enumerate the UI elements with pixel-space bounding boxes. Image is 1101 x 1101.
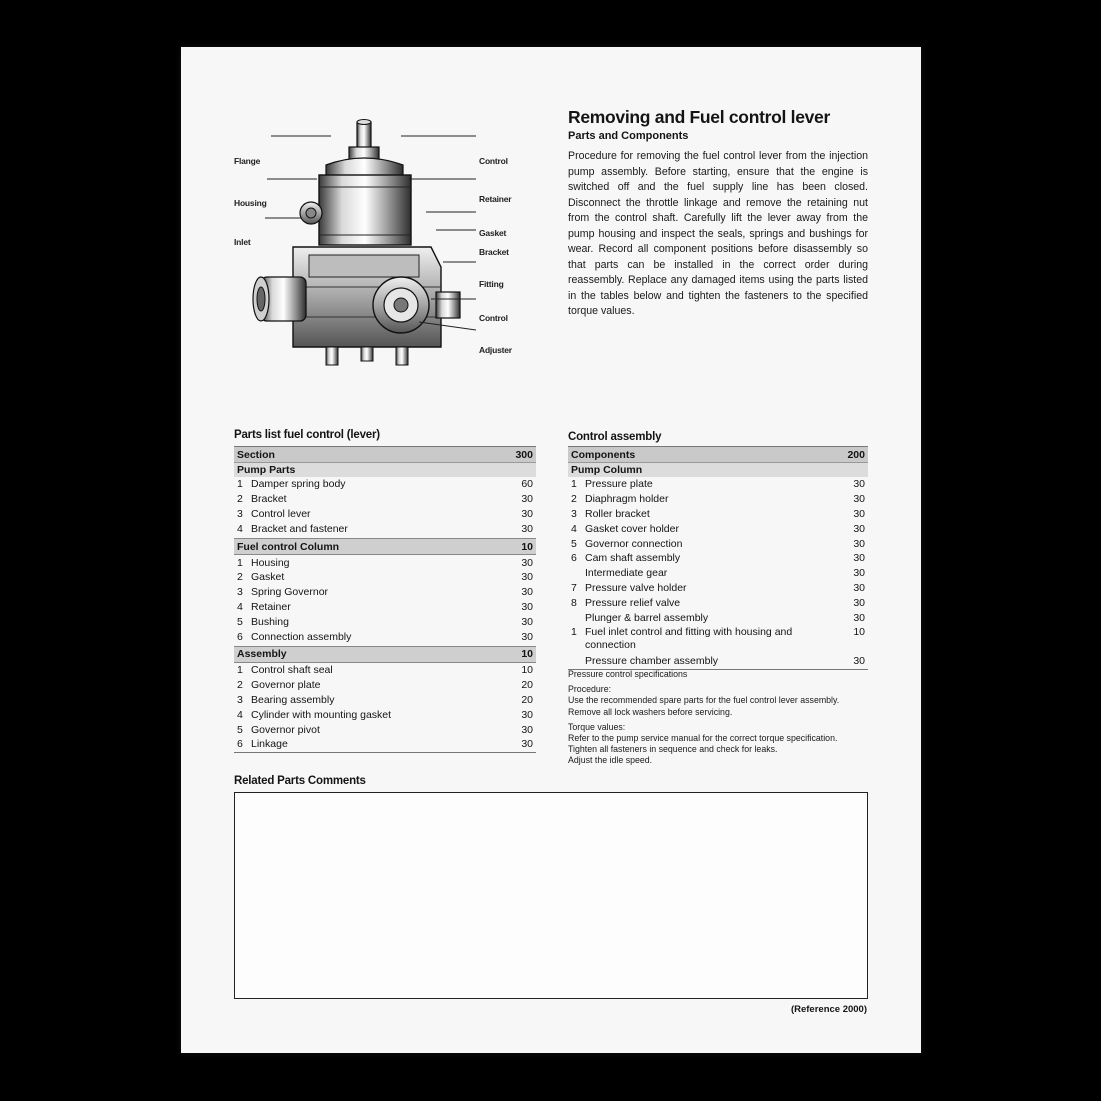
right-table-header: [568, 446, 868, 462]
row-label: Governor plate: [251, 679, 321, 692]
callout-right-2: Retainer: [479, 194, 512, 204]
row-label: Governor pivot: [251, 723, 320, 736]
row-number: 3: [237, 693, 243, 706]
table-row: [234, 585, 536, 600]
row-label: Bushing: [251, 615, 289, 628]
row-quantity: 20: [521, 693, 533, 706]
document-subtitle: Parts and Components: [568, 130, 689, 142]
row-number: 5: [237, 615, 243, 628]
row-quantity: 10: [521, 664, 533, 677]
callout-left-1: Flange: [234, 156, 261, 166]
right-table-subheader: [568, 462, 868, 477]
table-row: [234, 521, 536, 536]
left-group-2-label: Fuel control Column: [237, 540, 340, 553]
row-quantity: 30: [853, 611, 865, 624]
row-number: 2: [237, 571, 243, 584]
right-header-value: 200: [847, 448, 865, 461]
note-line: Procedure:: [568, 684, 612, 695]
row-label: Housing: [251, 556, 290, 569]
row-label: Roller bracket: [585, 507, 650, 520]
table-row: [568, 477, 868, 492]
note-line: Tighten all fasteners in sequence and check for leaks.: [568, 744, 778, 755]
callout-left-2: Housing: [234, 198, 267, 208]
callout-right-3: Gasket: [479, 228, 507, 238]
row-quantity: 30: [853, 567, 865, 580]
row-label: Pressure chamber assembly: [585, 655, 719, 668]
table-row: [234, 693, 536, 708]
left-header-label: Section: [237, 448, 275, 461]
row-quantity: 30: [521, 571, 533, 584]
row-label: Intermediate gear: [585, 567, 668, 580]
row-quantity: 10: [853, 625, 865, 638]
left-group-3-label: Assembly: [237, 648, 287, 661]
right-notes: [568, 669, 839, 767]
row-quantity: 30: [521, 556, 533, 569]
row-label: Pressure valve holder: [585, 581, 687, 594]
table-row: [568, 492, 868, 507]
left-parts-table: [234, 446, 536, 753]
table-row: [568, 566, 868, 581]
right-parts-table: [568, 446, 868, 670]
row-quantity: 30: [521, 493, 533, 506]
callout-right-6: Control: [479, 313, 508, 323]
row-number: 1: [571, 478, 577, 491]
row-quantity: 30: [853, 581, 865, 594]
row-number: 4: [237, 708, 243, 721]
note-line: Adjust the idle speed.: [568, 755, 653, 766]
left-group-3-header: [234, 646, 536, 663]
row-number: 5: [237, 723, 243, 736]
table-row: [568, 521, 868, 536]
row-quantity: 30: [521, 738, 533, 751]
table-row: [234, 722, 536, 737]
box-title: Related Parts Comments: [234, 775, 366, 787]
callout-right-1: Control: [479, 156, 508, 166]
row-label: Control lever: [251, 507, 311, 520]
row-quantity: 30: [853, 478, 865, 491]
row-quantity: 30: [521, 522, 533, 535]
right-table-title: Control assembly: [568, 431, 662, 443]
note-line: Remove all lock washers before servicing.: [568, 706, 733, 717]
row-quantity: 30: [853, 537, 865, 550]
right-subheader-label: Pump Column: [571, 464, 643, 476]
row-label: Cylinder with mounting gasket: [251, 708, 392, 721]
row-label: Spring Governor: [251, 586, 329, 599]
left-subheader-label: Pump Parts: [237, 464, 296, 476]
row-number: 4: [237, 522, 243, 535]
row-label: Bracket and fastener: [251, 522, 348, 535]
row-quantity: 30: [521, 615, 533, 628]
footer-reference: (Reference 2000): [790, 1004, 867, 1015]
comments-box[interactable]: [234, 792, 868, 999]
row-quantity: 30: [853, 493, 865, 506]
table-row: [568, 610, 868, 625]
row-quantity: 30: [853, 655, 865, 668]
left-header-value: 300: [515, 448, 533, 461]
row-number: 4: [237, 600, 243, 613]
row-label: Bearing assembly: [251, 693, 335, 706]
table-row: [568, 507, 868, 522]
row-number: 3: [237, 507, 243, 520]
row-quantity: 30: [521, 586, 533, 599]
row-quantity: 60: [521, 478, 533, 491]
table-row: [568, 581, 868, 596]
callout-right-5: Fitting: [479, 279, 504, 289]
row-quantity: 30: [853, 552, 865, 565]
left-section-3: [234, 663, 536, 753]
row-number: 8: [571, 596, 577, 609]
table-row: [234, 614, 536, 629]
row-label: Governor connection: [585, 537, 683, 550]
row-label: Pressure relief valve: [585, 596, 681, 609]
row-number: 4: [571, 522, 577, 535]
row-label: Cam shaft assembly: [585, 552, 681, 565]
table-row: [234, 555, 536, 570]
row-number: 6: [237, 738, 243, 751]
table-row: [234, 678, 536, 693]
table-row: [568, 536, 868, 551]
table-row: [234, 663, 536, 678]
row-number: 3: [237, 586, 243, 599]
row-label: Damper spring body: [251, 478, 346, 491]
note-line: Refer to the pump service manual for the correct torque specification.: [568, 733, 838, 744]
row-number: 6: [571, 552, 577, 565]
row-label: Control shaft seal: [251, 664, 333, 677]
row-quantity: 30: [853, 522, 865, 535]
row-label: Linkage: [251, 738, 288, 751]
row-label: Bracket: [251, 493, 287, 506]
table-row: [234, 477, 536, 492]
row-number: 1: [237, 664, 243, 677]
left-section-2: [234, 555, 536, 644]
callout-right-7: Adjuster: [479, 345, 512, 355]
row-number: 2: [237, 493, 243, 506]
row-quantity: 30: [521, 507, 533, 520]
table-row: [234, 737, 536, 752]
table-row: [568, 654, 868, 669]
document-page: [181, 47, 921, 1053]
table-row: [234, 707, 536, 722]
table-row: [234, 507, 536, 522]
note-line: Use the recommended spare parts for the fuel control lever assembly.: [568, 695, 840, 706]
table-row: [568, 551, 868, 566]
row-label: Gasket cover holder: [585, 522, 679, 535]
right-header-label: Components: [571, 448, 636, 461]
callout-right-4: Bracket: [479, 247, 509, 257]
table-row: [234, 629, 536, 644]
row-quantity: 30: [521, 708, 533, 721]
row-quantity: 30: [853, 507, 865, 520]
right-rows: [568, 477, 868, 670]
table-row: [568, 595, 868, 610]
table-row: [234, 492, 536, 507]
row-label: Diaphragm holder: [585, 493, 669, 506]
left-section-1: [234, 477, 536, 536]
left-table-header: [234, 446, 536, 462]
row-number: 1: [237, 478, 243, 491]
row-number: 1: [571, 625, 577, 638]
row-label: Pressure plate: [585, 478, 653, 491]
body-paragraph: Procedure for removing the fuel control lever from the injection pump assembly. Before starting, ensure that the engine is switched off and the fuel supply line has been closed. Disconnect the throttle linkage and remove the retaining nut from the control shaft. Carefully lift the lever away from the pump housing and inspect the seals, springs and bushings for wear. Record all component positions before disassembly so that parts can be installed in the correct order during reassembly. Replace any damaged items using the parts listed in the tables below and tighten the fasteners to the specified torque values.: [568, 150, 868, 317]
row-label: Fuel inlet control and fitting with housing and connection: [585, 625, 793, 651]
row-number: 7: [571, 581, 577, 594]
row-number: 2: [571, 493, 577, 506]
row-label: Gasket: [251, 571, 285, 584]
callout-left-3: Inlet: [234, 237, 251, 247]
row-number: 2: [237, 679, 243, 692]
row-number: 5: [571, 537, 577, 550]
table-row: [234, 600, 536, 615]
left-table-title: Parts list fuel control (lever): [234, 429, 380, 441]
document-title: Removing and Fuel control lever: [568, 107, 831, 127]
left-table-subheader: [234, 462, 536, 477]
note-line: Torque values:: [568, 721, 626, 732]
row-quantity: 30: [521, 723, 533, 736]
table-row: [568, 625, 868, 654]
row-label: Plunger & barrel assembly: [585, 611, 709, 624]
table-row: [234, 570, 536, 585]
row-label: Retainer: [251, 600, 291, 613]
row-quantity: 30: [521, 630, 533, 643]
left-group-2-header: [234, 538, 536, 555]
note-line: Pressure control specifications: [568, 669, 688, 679]
row-number: 3: [571, 507, 577, 520]
row-quantity: 20: [521, 679, 533, 692]
left-group-2-value: 10: [521, 540, 533, 553]
row-number: 6: [237, 630, 243, 643]
row-label: Connection assembly: [251, 630, 352, 643]
row-number: 1: [237, 556, 243, 569]
left-group-3-value: 10: [521, 648, 533, 661]
row-quantity: 30: [521, 600, 533, 613]
row-quantity: 30: [853, 596, 865, 609]
